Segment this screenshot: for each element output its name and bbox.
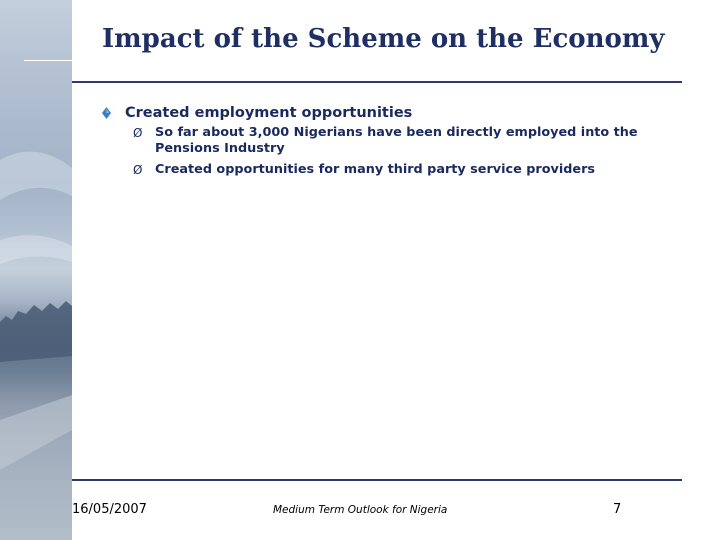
sidebar-accent-line (24, 60, 72, 61)
main-bullet-text: Created employment opportunities (125, 105, 413, 121)
arrow-bullet-icon: Ø (133, 163, 143, 177)
cloud-band (0, 152, 72, 200)
landscape-scene (0, 0, 72, 540)
page-number: 7 (613, 502, 622, 517)
slide-title: Impact of the Scheme on the Economy (102, 24, 665, 54)
arrow-bullet-icon: Ø (133, 126, 143, 140)
sub-bullet-list (131, 125, 671, 183)
haze-band (0, 235, 72, 264)
sub-bullet-item (131, 162, 671, 178)
title-divider (72, 81, 682, 83)
sub-bullet-text-line: Created opportunities for many third party service providers (155, 162, 595, 177)
treeline (0, 301, 72, 362)
road (0, 395, 72, 470)
footer-divider (72, 479, 682, 481)
diamond-bullet-icon (102, 107, 111, 119)
footer-date: 16/05/2007 (72, 502, 147, 517)
sub-bullet-text-line: Pensions Industry (155, 141, 285, 156)
sidebar-landscape-image (0, 0, 72, 540)
sub-bullet-text-line: So far about 3,000 Nigerians have been directly employed into the (155, 125, 638, 140)
sub-bullet-item (131, 125, 671, 157)
footer-presentation-title: Medium Term Outlook for Nigeria (273, 504, 448, 516)
main-bullet (101, 103, 681, 123)
